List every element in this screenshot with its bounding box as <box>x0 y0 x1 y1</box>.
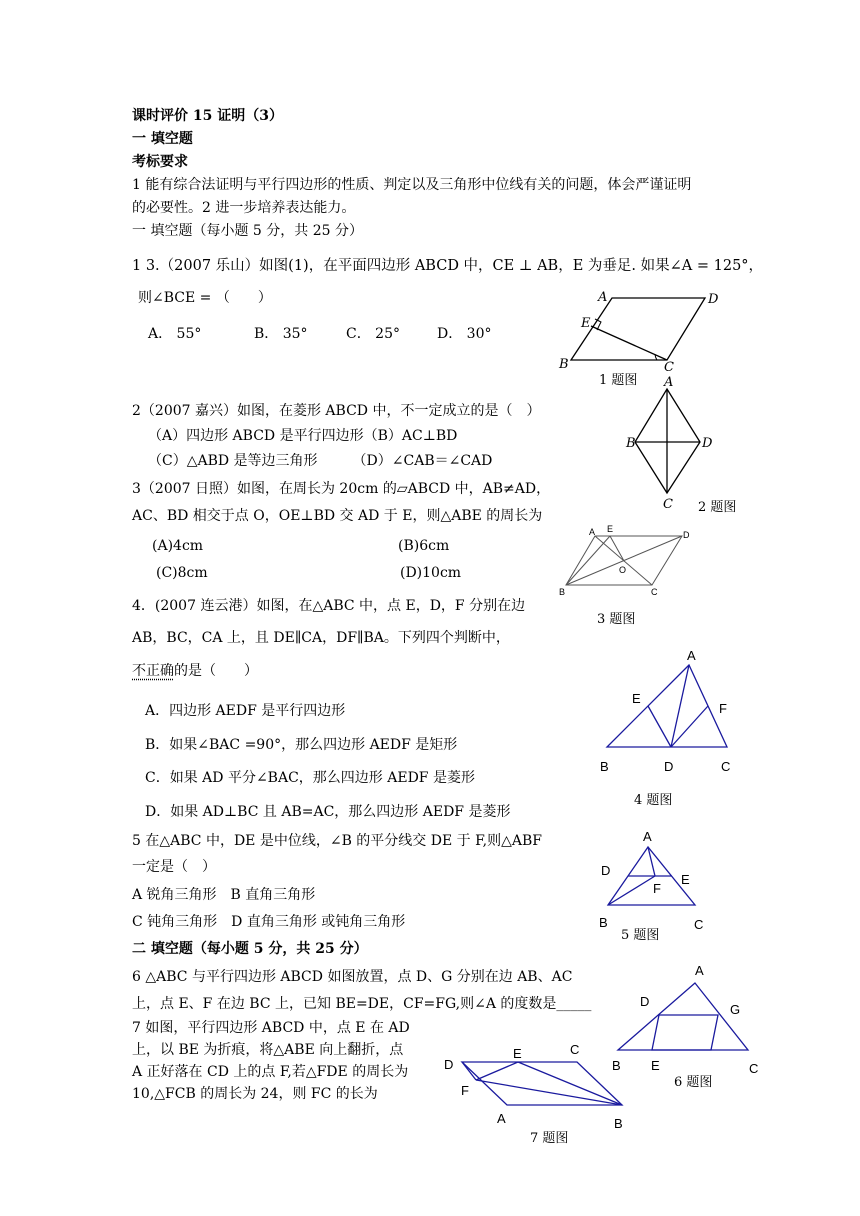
q1-stem: 1 3.（2007 乐山）如图(1)，在平面四边形 ABCD 中，CE ⊥ AB，E 为垂足. 如果∠A = 125°， <box>132 258 764 274</box>
q4-choice-a: A．四边形 AEDF 是平行四边形 <box>145 703 346 719</box>
q5-choice: C 钝角三角形 D 直角三角形 或钝角三角形 <box>132 914 406 930</box>
figure-label: E <box>581 316 591 331</box>
q3-caption: 3 题图 <box>597 612 636 627</box>
q1-stem: 则∠BCE = （ ） <box>138 290 272 306</box>
q4-choice-c: C．如果 AD 平分∠BAC，那么四边形 AEDF 是菱形 <box>145 770 475 786</box>
figure-label: E <box>607 524 614 534</box>
section2-heading: 二 填空题（每小题 5 分，共 25 分） <box>132 941 368 957</box>
figure-label: F <box>653 881 661 896</box>
q7-figure <box>440 1040 640 1135</box>
q2-caption: 2 题图 <box>698 500 737 515</box>
figure-label: C <box>651 587 658 597</box>
figure-label: D <box>601 863 611 878</box>
q4-choice-d: D．如果 AD⊥BC 且 AB=AC，那么四边形 AEDF 是菱形 <box>145 804 511 820</box>
q2-stem: 2（2007 嘉兴）如图，在菱形 ABCD 中，不一定成立的是（ ） <box>132 403 541 419</box>
figure-label: E <box>632 691 641 706</box>
q3-choice-d: (D)10cm <box>400 565 462 581</box>
q4-stem <box>132 662 258 680</box>
figure-label: D <box>702 436 713 451</box>
section-heading: 一 填空题 <box>132 131 193 147</box>
q3-stem: AC、BD 相交于点 O，OE⊥BD 交 AD 于 E，则△ABE 的周长为 <box>132 508 543 524</box>
requirements-heading: 考标要求 <box>132 154 188 170</box>
figure-label: C <box>663 497 673 512</box>
figure-label: A <box>643 829 652 844</box>
q3-figure <box>555 522 695 600</box>
figure-label: B <box>614 1116 623 1131</box>
q3-choice-b: (B)6cm <box>398 538 450 554</box>
figure-label: B <box>612 1058 621 1073</box>
requirements-line: 的必要性。2 进一步培养表达能力。 <box>132 200 356 216</box>
figure-label: B <box>559 587 566 597</box>
q7-caption: 7 题图 <box>530 1131 569 1146</box>
figure-label: G <box>730 1002 741 1017</box>
q3-choice-a: (A)4cm <box>152 538 204 554</box>
section-heading <box>132 940 368 958</box>
q1-choice-b: B． 35° <box>254 326 308 342</box>
figure-label: A <box>589 527 596 537</box>
q2-figure <box>624 376 714 511</box>
q2-choice: （A）四边形 ABCD 是平行四边形（B）AC⊥BD <box>148 428 458 444</box>
figure-label: F <box>719 701 727 716</box>
figure-label: D <box>640 994 650 1009</box>
q4-stem: 4．(2007 连云港）如图，在△ABC 中，点 E，D，F 分别在边 <box>132 598 526 614</box>
figure-label: F <box>461 1083 469 1098</box>
q1-caption: 1 题图 <box>599 373 638 388</box>
q6-stem: 上，点 E、F 在边 BC 上，已知 BE=DE，CF=FG,则∠A 的度数是_____ <box>132 996 592 1012</box>
figure-label: O <box>619 565 627 575</box>
page-title: 课时评价 15 证明（3） <box>132 108 283 124</box>
figure-label: D <box>683 530 690 540</box>
figure-label: B <box>626 436 636 451</box>
figure-label: E <box>651 1058 660 1073</box>
figure-label: A <box>598 290 608 305</box>
q5-choice: A 锐角三角形 B 直角三角形 <box>132 887 316 903</box>
figure-label: D <box>444 1057 454 1072</box>
figure-label: C <box>721 759 731 774</box>
q1-choice-a: A． 55° <box>148 326 202 342</box>
requirements-line: 1 能有综合法证明与平行四边形的性质、判定以及三角形中位线有关的问题，体会严谨证明 <box>132 177 692 193</box>
q3-choice-c: (C)8cm <box>156 565 208 581</box>
figure-label: D <box>664 759 674 774</box>
q4-stem: AB，BC，CA 上，且 DE∥CA，DF∥BA。下列四个判断中， <box>132 630 510 646</box>
figure-label: C <box>664 360 674 375</box>
q5-caption: 5 题图 <box>621 928 660 943</box>
figure-label: A <box>695 963 704 978</box>
figure-label: E <box>681 872 690 887</box>
q1-figure <box>555 288 725 373</box>
q4-choice-b: B．如果∠BAC =90°，那么四边形 AEDF 是矩形 <box>145 737 458 753</box>
q4-caption: 4 题图 <box>634 793 673 808</box>
figure-label: A <box>497 1111 506 1126</box>
q5-figure <box>595 825 715 935</box>
q3-stem: 3（2007 日照）如图，在周长为 20cm 的▱ABCD 中，AB≠AD， <box>132 481 551 497</box>
q7-stem: 7 如图，平行四边形 ABCD 中，点 E 在 AD <box>132 1020 410 1036</box>
figure-label: B <box>599 915 608 930</box>
q7-stem: 10,△FCB 的周长为 24，则 FC 的长为 <box>132 1086 378 1102</box>
q5-stem: 5 在△ABC 中，DE 是中位线，∠B 的平分线交 DE 于 F,则△ABF <box>132 833 542 849</box>
figure-label: C <box>694 917 704 932</box>
figure-label: D <box>708 292 719 307</box>
q4-stem-rest: 的是（ ） <box>174 663 258 679</box>
q1-choice-d: D． 30° <box>437 326 492 342</box>
figure-label: E <box>513 1046 522 1061</box>
q7-stem: 上，以 BE 为折痕，将△ABE 向上翻折，点 <box>132 1042 404 1058</box>
q1-choice-c: C． 25° <box>346 326 400 342</box>
q6-caption: 6 题图 <box>674 1075 713 1090</box>
figure-label: B <box>559 357 569 372</box>
q4-figure <box>595 645 745 775</box>
figure-label: A <box>687 648 696 663</box>
section-score-heading: 一 填空题（每小题 5 分，共 25 分） <box>132 223 363 239</box>
figure-label: A <box>664 375 674 390</box>
figure-label: C <box>749 1061 759 1076</box>
figure-label: B <box>600 759 609 774</box>
figure-label: C <box>570 1042 580 1057</box>
q6-stem: 6 △ABC 与平行四边形 ABCD 如图放置，点 D、G 分别在边 AB、AC <box>132 969 573 985</box>
q4-emphasis: 不正确 <box>132 663 174 679</box>
q5-stem: 一定是（ ） <box>132 859 216 875</box>
q7-stem: A 正好落在 CD 上的点 F,若△FDE 的周长为 <box>132 1064 409 1080</box>
q2-choice: （C）△ABD 是等边三角形 （D）∠CAB＝∠CAD <box>148 453 493 469</box>
